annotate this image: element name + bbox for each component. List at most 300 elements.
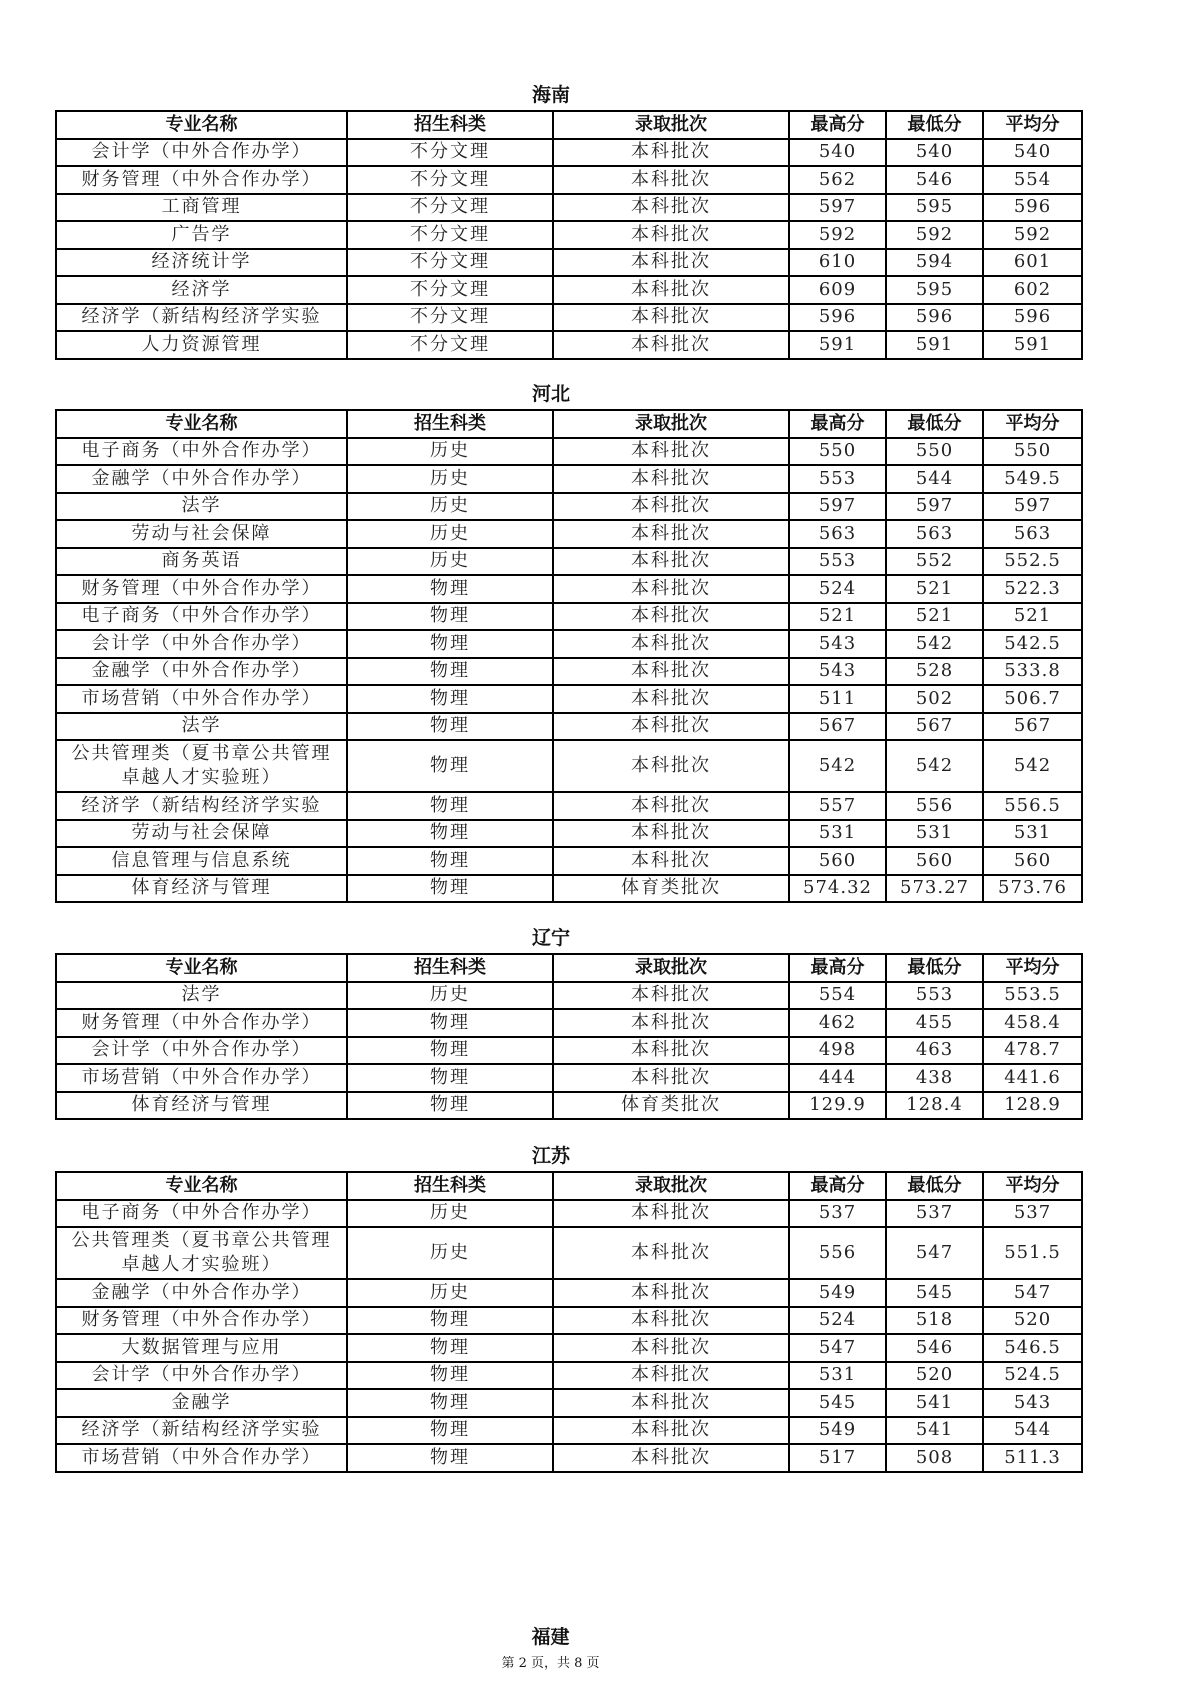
admission-batch-cell: 本科批次 xyxy=(553,1064,789,1092)
header-min-score: 最低分 xyxy=(886,954,983,982)
subject-type-cell: 物理 xyxy=(347,1334,553,1362)
max-score-cell: 550 xyxy=(789,438,886,466)
major-name-cell: 电子商务（中外合作办学） xyxy=(56,438,347,466)
avg-score-cell: 551.5 xyxy=(983,1227,1082,1279)
min-score-cell: 537 xyxy=(886,1200,983,1228)
subject-type-cell: 历史 xyxy=(347,1227,553,1279)
table-row xyxy=(56,304,1082,332)
table-row xyxy=(56,438,1082,466)
max-score-cell: 537 xyxy=(789,1200,886,1228)
min-score-cell: 455 xyxy=(886,1009,983,1037)
subject-type-cell: 物理 xyxy=(347,1362,553,1390)
subject-type-cell: 物理 xyxy=(347,740,553,792)
admission-batch-cell: 本科批次 xyxy=(553,603,789,631)
table-row xyxy=(56,548,1082,576)
major-name-line: 卓越人才实验班） xyxy=(121,767,282,788)
header-min-score: 最低分 xyxy=(886,1172,983,1200)
avg-score-cell: 597 xyxy=(983,493,1082,521)
subject-type-cell: 物理 xyxy=(347,1009,553,1037)
admission-batch-cell: 本科批次 xyxy=(553,465,789,493)
max-score-cell: 563 xyxy=(789,520,886,548)
avg-score-cell: 567 xyxy=(983,713,1082,741)
header-subject-type: 招生科类 xyxy=(347,410,553,438)
table-row xyxy=(56,1200,1082,1228)
table-row xyxy=(56,1362,1082,1390)
table-header-row xyxy=(56,410,1082,438)
major-name-cell xyxy=(56,740,347,792)
max-score-cell: 556 xyxy=(789,1227,886,1279)
min-score-cell: 567 xyxy=(886,713,983,741)
min-score-cell: 547 xyxy=(886,1227,983,1279)
admission-batch-cell: 体育类批次 xyxy=(553,875,789,903)
avg-score-cell: 542.5 xyxy=(983,630,1082,658)
admission-batch-cell: 本科批次 xyxy=(553,1362,789,1390)
min-score-cell: 560 xyxy=(886,847,983,875)
subject-type-cell: 历史 xyxy=(347,548,553,576)
subject-type-cell: 物理 xyxy=(347,630,553,658)
avg-score-cell: 554 xyxy=(983,166,1082,194)
avg-score-cell: 553.5 xyxy=(983,982,1082,1010)
max-score-cell: 553 xyxy=(789,548,886,576)
subject-type-cell: 不分文理 xyxy=(347,304,553,332)
admission-batch-cell: 本科批次 xyxy=(553,685,789,713)
min-score-cell: 438 xyxy=(886,1064,983,1092)
header-admission-batch: 录取批次 xyxy=(553,954,789,982)
admission-batch-cell: 本科批次 xyxy=(553,575,789,603)
major-name-line: 公共管理类（夏书章公共管理 xyxy=(71,1230,332,1251)
major-name-cell: 电子商务（中外合作办学） xyxy=(56,603,347,631)
header-admission-batch: 录取批次 xyxy=(553,111,789,139)
max-score-cell: 549 xyxy=(789,1279,886,1307)
avg-score-cell: 602 xyxy=(983,276,1082,304)
subject-type-cell: 物理 xyxy=(347,658,553,686)
table-row xyxy=(56,139,1082,167)
subject-type-cell: 历史 xyxy=(347,1200,553,1228)
avg-score-cell: 128.9 xyxy=(983,1092,1082,1120)
major-name-cell: 大数据管理与应用 xyxy=(56,1334,347,1362)
table-row xyxy=(56,1064,1082,1092)
max-score-cell: 545 xyxy=(789,1389,886,1417)
avg-score-cell: 478.7 xyxy=(983,1037,1082,1065)
max-score-cell: 557 xyxy=(789,792,886,820)
major-name-cell: 广告学 xyxy=(56,221,347,249)
max-score-cell: 560 xyxy=(789,847,886,875)
major-name-cell: 市场营销（中外合作办学） xyxy=(56,1064,347,1092)
max-score-cell: 444 xyxy=(789,1064,886,1092)
major-name-cell: 经济统计学 xyxy=(56,249,347,277)
min-score-cell: 542 xyxy=(886,630,983,658)
avg-score-cell: 441.6 xyxy=(983,1064,1082,1092)
header-admission-batch: 录取批次 xyxy=(553,1172,789,1200)
avg-score-cell: 556.5 xyxy=(983,792,1082,820)
score-table xyxy=(55,110,1083,360)
subject-type-cell: 物理 xyxy=(347,1037,553,1065)
max-score-cell: 524 xyxy=(789,1307,886,1335)
avg-score-cell: 524.5 xyxy=(983,1362,1082,1390)
min-score-cell: 518 xyxy=(886,1307,983,1335)
avg-score-cell: 549.5 xyxy=(983,465,1082,493)
table-row xyxy=(56,575,1082,603)
province-section xyxy=(55,381,1067,903)
avg-score-cell: 531 xyxy=(983,820,1082,848)
table-row xyxy=(56,1444,1082,1472)
avg-score-cell: 596 xyxy=(983,304,1082,332)
major-name-cell: 市场营销（中外合作办学） xyxy=(56,685,347,713)
admission-batch-cell: 本科批次 xyxy=(553,520,789,548)
next-section-title-fujian: 福建 xyxy=(531,1626,570,1648)
subject-type-cell: 历史 xyxy=(347,1279,553,1307)
min-score-cell: 544 xyxy=(886,465,983,493)
min-score-cell: 545 xyxy=(886,1279,983,1307)
subject-type-cell: 物理 xyxy=(347,1064,553,1092)
max-score-cell: 597 xyxy=(789,493,886,521)
avg-score-cell: 521 xyxy=(983,603,1082,631)
subject-type-cell: 物理 xyxy=(347,820,553,848)
table-row xyxy=(56,1037,1082,1065)
major-name-cell: 金融学 xyxy=(56,1389,347,1417)
max-score-cell: 567 xyxy=(789,713,886,741)
max-score-cell: 553 xyxy=(789,465,886,493)
major-name-cell: 市场营销（中外合作办学） xyxy=(56,1444,347,1472)
min-score-cell: 595 xyxy=(886,276,983,304)
min-score-cell: 553 xyxy=(886,982,983,1010)
major-name-cell: 财务管理（中外合作办学） xyxy=(56,166,347,194)
major-name-cell: 劳动与社会保障 xyxy=(56,820,347,848)
avg-score-cell: 596 xyxy=(983,194,1082,222)
min-score-cell: 542 xyxy=(886,740,983,792)
max-score-cell: 547 xyxy=(789,1334,886,1362)
avg-score-cell: 552.5 xyxy=(983,548,1082,576)
avg-score-cell: 550 xyxy=(983,438,1082,466)
province-title: 江苏 xyxy=(531,1145,570,1167)
major-name-cell: 经济学（新结构经济学实验 xyxy=(56,304,347,332)
table-row xyxy=(56,276,1082,304)
major-name-cell: 电子商务（中外合作办学） xyxy=(56,1200,347,1228)
min-score-cell: 463 xyxy=(886,1037,983,1065)
max-score-cell: 554 xyxy=(789,982,886,1010)
max-score-cell: 591 xyxy=(789,331,886,359)
major-name-cell xyxy=(56,1227,347,1279)
table-row xyxy=(56,1092,1082,1120)
admission-batch-cell: 本科批次 xyxy=(553,249,789,277)
province-section xyxy=(55,82,1060,360)
table-row xyxy=(56,603,1082,631)
header-max-score: 最高分 xyxy=(789,111,886,139)
admission-batch-cell: 本科批次 xyxy=(553,1334,789,1362)
major-name-cell: 财务管理（中外合作办学） xyxy=(56,1009,347,1037)
table-row xyxy=(56,685,1082,713)
province-title: 辽宁 xyxy=(531,927,570,949)
min-score-cell: 502 xyxy=(886,685,983,713)
admission-batch-cell: 本科批次 xyxy=(553,1037,789,1065)
major-name-cell: 经济学（新结构经济学实验 xyxy=(56,1417,347,1445)
subject-type-cell: 物理 xyxy=(347,1389,553,1417)
avg-score-cell: 543 xyxy=(983,1389,1082,1417)
subject-type-cell: 不分文理 xyxy=(347,276,553,304)
score-table xyxy=(55,1171,1083,1473)
major-name-cell: 商务英语 xyxy=(56,548,347,576)
admission-batch-cell: 本科批次 xyxy=(553,331,789,359)
max-score-cell: 511 xyxy=(789,685,886,713)
avg-score-cell: 537 xyxy=(983,1200,1082,1228)
avg-score-cell: 591 xyxy=(983,331,1082,359)
admission-batch-cell: 本科批次 xyxy=(553,438,789,466)
major-name-cell: 会计学（中外合作办学） xyxy=(56,1037,347,1065)
major-name-line: 卓越人才实验班） xyxy=(121,1254,282,1275)
subject-type-cell: 历史 xyxy=(347,520,553,548)
admission-batch-cell: 本科批次 xyxy=(553,166,789,194)
min-score-cell: 592 xyxy=(886,221,983,249)
max-score-cell: 521 xyxy=(789,603,886,631)
major-name-cell: 信息管理与信息系统 xyxy=(56,847,347,875)
min-score-cell: 597 xyxy=(886,493,983,521)
admission-batch-cell: 本科批次 xyxy=(553,139,789,167)
admission-batch-cell: 本科批次 xyxy=(553,792,789,820)
score-table xyxy=(55,409,1083,903)
table-row xyxy=(56,875,1082,903)
avg-score-cell: 458.4 xyxy=(983,1009,1082,1037)
max-score-cell: 498 xyxy=(789,1037,886,1065)
header-major-name: 专业名称 xyxy=(56,1172,347,1200)
admission-batch-cell: 本科批次 xyxy=(553,221,789,249)
avg-score-cell: 522.3 xyxy=(983,575,1082,603)
admission-batch-cell: 本科批次 xyxy=(553,1279,789,1307)
table-row xyxy=(56,820,1082,848)
table-row xyxy=(56,713,1082,741)
admission-batch-cell: 体育类批次 xyxy=(553,1092,789,1120)
max-score-cell: 610 xyxy=(789,249,886,277)
max-score-cell: 562 xyxy=(789,166,886,194)
avg-score-cell: 542 xyxy=(983,740,1082,792)
major-name-cell: 金融学（中外合作办学） xyxy=(56,465,347,493)
province-title: 海南 xyxy=(531,84,570,106)
avg-score-cell: 563 xyxy=(983,520,1082,548)
max-score-cell: 597 xyxy=(789,194,886,222)
major-name-cell: 人力资源管理 xyxy=(56,331,347,359)
max-score-cell: 543 xyxy=(789,658,886,686)
min-score-cell: 540 xyxy=(886,139,983,167)
subject-type-cell: 不分文理 xyxy=(347,331,553,359)
header-avg-score: 平均分 xyxy=(983,954,1082,982)
admission-batch-cell: 本科批次 xyxy=(553,982,789,1010)
major-name-cell: 法学 xyxy=(56,493,347,521)
admission-batch-cell: 本科批次 xyxy=(553,276,789,304)
table-header-row xyxy=(56,1172,1082,1200)
subject-type-cell: 历史 xyxy=(347,438,553,466)
subject-type-cell: 物理 xyxy=(347,685,553,713)
major-name-cell: 法学 xyxy=(56,982,347,1010)
table-row xyxy=(56,630,1082,658)
major-name-cell: 会计学（中外合作办学） xyxy=(56,139,347,167)
subject-type-cell: 不分文理 xyxy=(347,194,553,222)
header-min-score: 最低分 xyxy=(886,410,983,438)
avg-score-cell: 601 xyxy=(983,249,1082,277)
table-row xyxy=(56,1389,1082,1417)
header-subject-type: 招生科类 xyxy=(347,1172,553,1200)
admission-batch-cell: 本科批次 xyxy=(553,1307,789,1335)
avg-score-cell: 520 xyxy=(983,1307,1082,1335)
header-subject-type: 招生科类 xyxy=(347,111,553,139)
min-score-cell: 596 xyxy=(886,304,983,332)
table-header-row xyxy=(56,111,1082,139)
max-score-cell: 574.32 xyxy=(789,875,886,903)
table-row xyxy=(56,493,1082,521)
subject-type-cell: 物理 xyxy=(347,713,553,741)
avg-score-cell: 511.3 xyxy=(983,1444,1082,1472)
header-avg-score: 平均分 xyxy=(983,111,1082,139)
table-row xyxy=(56,166,1082,194)
subject-type-cell: 物理 xyxy=(347,1307,553,1335)
subject-type-cell: 物理 xyxy=(347,575,553,603)
avg-score-cell: 533.8 xyxy=(983,658,1082,686)
subject-type-cell: 历史 xyxy=(347,493,553,521)
min-score-cell: 595 xyxy=(886,194,983,222)
province-title: 河北 xyxy=(531,383,570,405)
min-score-cell: 563 xyxy=(886,520,983,548)
avg-score-cell: 506.7 xyxy=(983,685,1082,713)
table-header-row xyxy=(56,954,1082,982)
header-max-score: 最高分 xyxy=(789,1172,886,1200)
admission-batch-cell: 本科批次 xyxy=(553,740,789,792)
page-number: 第 2 页，共 8 页 xyxy=(501,1656,600,1671)
avg-score-cell: 560 xyxy=(983,847,1082,875)
header-major-name: 专业名称 xyxy=(56,410,347,438)
admission-batch-cell: 本科批次 xyxy=(553,194,789,222)
subject-type-cell: 物理 xyxy=(347,1417,553,1445)
min-score-cell: 528 xyxy=(886,658,983,686)
major-name-cell: 劳动与社会保障 xyxy=(56,520,347,548)
min-score-cell: 573.27 xyxy=(886,875,983,903)
major-name-cell: 会计学（中外合作办学） xyxy=(56,630,347,658)
min-score-cell: 508 xyxy=(886,1444,983,1472)
admission-batch-cell: 本科批次 xyxy=(553,1009,789,1037)
major-name-cell: 金融学（中外合作办学） xyxy=(56,658,347,686)
header-major-name: 专业名称 xyxy=(56,111,347,139)
avg-score-cell: 547 xyxy=(983,1279,1082,1307)
major-name-cell: 财务管理（中外合作办学） xyxy=(56,1307,347,1335)
table-row xyxy=(56,740,1082,792)
table-row xyxy=(56,658,1082,686)
admission-batch-cell: 本科批次 xyxy=(553,1417,789,1445)
subject-type-cell: 物理 xyxy=(347,847,553,875)
max-score-cell: 531 xyxy=(789,1362,886,1390)
max-score-cell: 517 xyxy=(789,1444,886,1472)
table-row xyxy=(56,194,1082,222)
min-score-cell: 541 xyxy=(886,1417,983,1445)
table-row xyxy=(56,1279,1082,1307)
subject-type-cell: 历史 xyxy=(347,982,553,1010)
min-score-cell: 541 xyxy=(886,1389,983,1417)
table-row xyxy=(56,249,1082,277)
admission-batch-cell: 本科批次 xyxy=(553,1444,789,1472)
max-score-cell: 462 xyxy=(789,1009,886,1037)
table-row xyxy=(56,1009,1082,1037)
table-row xyxy=(56,1417,1082,1445)
subject-type-cell: 不分文理 xyxy=(347,166,553,194)
min-score-cell: 521 xyxy=(886,575,983,603)
major-name-cell: 工商管理 xyxy=(56,194,347,222)
max-score-cell: 592 xyxy=(789,221,886,249)
header-max-score: 最高分 xyxy=(789,410,886,438)
major-name-cell: 法学 xyxy=(56,713,347,741)
major-name-cell: 经济学 xyxy=(56,276,347,304)
header-admission-batch: 录取批次 xyxy=(553,410,789,438)
min-score-cell: 521 xyxy=(886,603,983,631)
admission-batch-cell: 本科批次 xyxy=(553,304,789,332)
subject-type-cell: 物理 xyxy=(347,792,553,820)
max-score-cell: 596 xyxy=(789,304,886,332)
admission-batch-cell: 本科批次 xyxy=(553,658,789,686)
table-row xyxy=(56,331,1082,359)
table-row xyxy=(56,792,1082,820)
province-section xyxy=(55,925,1061,1120)
min-score-cell: 556 xyxy=(886,792,983,820)
table-row xyxy=(56,465,1082,493)
min-score-cell: 546 xyxy=(886,1334,983,1362)
max-score-cell: 524 xyxy=(789,575,886,603)
admission-batch-cell: 本科批次 xyxy=(553,1389,789,1417)
score-table xyxy=(55,953,1083,1120)
min-score-cell: 550 xyxy=(886,438,983,466)
table-row xyxy=(56,221,1082,249)
min-score-cell: 546 xyxy=(886,166,983,194)
subject-type-cell: 历史 xyxy=(347,465,553,493)
max-score-cell: 543 xyxy=(789,630,886,658)
min-score-cell: 520 xyxy=(886,1362,983,1390)
subject-type-cell: 物理 xyxy=(347,875,553,903)
admission-batch-cell: 本科批次 xyxy=(553,847,789,875)
min-score-cell: 128.4 xyxy=(886,1092,983,1120)
avg-score-cell: 546.5 xyxy=(983,1334,1082,1362)
subject-type-cell: 不分文理 xyxy=(347,221,553,249)
min-score-cell: 531 xyxy=(886,820,983,848)
table-row xyxy=(56,520,1082,548)
table-row xyxy=(56,1307,1082,1335)
max-score-cell: 531 xyxy=(789,820,886,848)
admission-batch-cell: 本科批次 xyxy=(553,548,789,576)
min-score-cell: 591 xyxy=(886,331,983,359)
admission-batch-cell: 本科批次 xyxy=(553,820,789,848)
header-subject-type: 招生科类 xyxy=(347,954,553,982)
max-score-cell: 609 xyxy=(789,276,886,304)
header-max-score: 最高分 xyxy=(789,954,886,982)
min-score-cell: 594 xyxy=(886,249,983,277)
major-name-cell: 体育经济与管理 xyxy=(56,875,347,903)
major-name-cell: 经济学（新结构经济学实验 xyxy=(56,792,347,820)
max-score-cell: 542 xyxy=(789,740,886,792)
header-major-name: 专业名称 xyxy=(56,954,347,982)
table-row xyxy=(56,1334,1082,1362)
subject-type-cell: 不分文理 xyxy=(347,249,553,277)
avg-score-cell: 540 xyxy=(983,139,1082,167)
admission-batch-cell: 本科批次 xyxy=(553,1227,789,1279)
avg-score-cell: 592 xyxy=(983,221,1082,249)
min-score-cell: 552 xyxy=(886,548,983,576)
header-avg-score: 平均分 xyxy=(983,410,1082,438)
subject-type-cell: 物理 xyxy=(347,603,553,631)
table-row xyxy=(56,847,1082,875)
subject-type-cell: 不分文理 xyxy=(347,139,553,167)
subject-type-cell: 物理 xyxy=(347,1092,553,1120)
province-section xyxy=(55,1143,1061,1473)
major-name-cell: 金融学（中外合作办学） xyxy=(56,1279,347,1307)
max-score-cell: 129.9 xyxy=(789,1092,886,1120)
max-score-cell: 540 xyxy=(789,139,886,167)
admission-batch-cell: 本科批次 xyxy=(553,1200,789,1228)
major-name-cell: 会计学（中外合作办学） xyxy=(56,1362,347,1390)
header-min-score: 最低分 xyxy=(886,111,983,139)
admission-batch-cell: 本科批次 xyxy=(553,493,789,521)
